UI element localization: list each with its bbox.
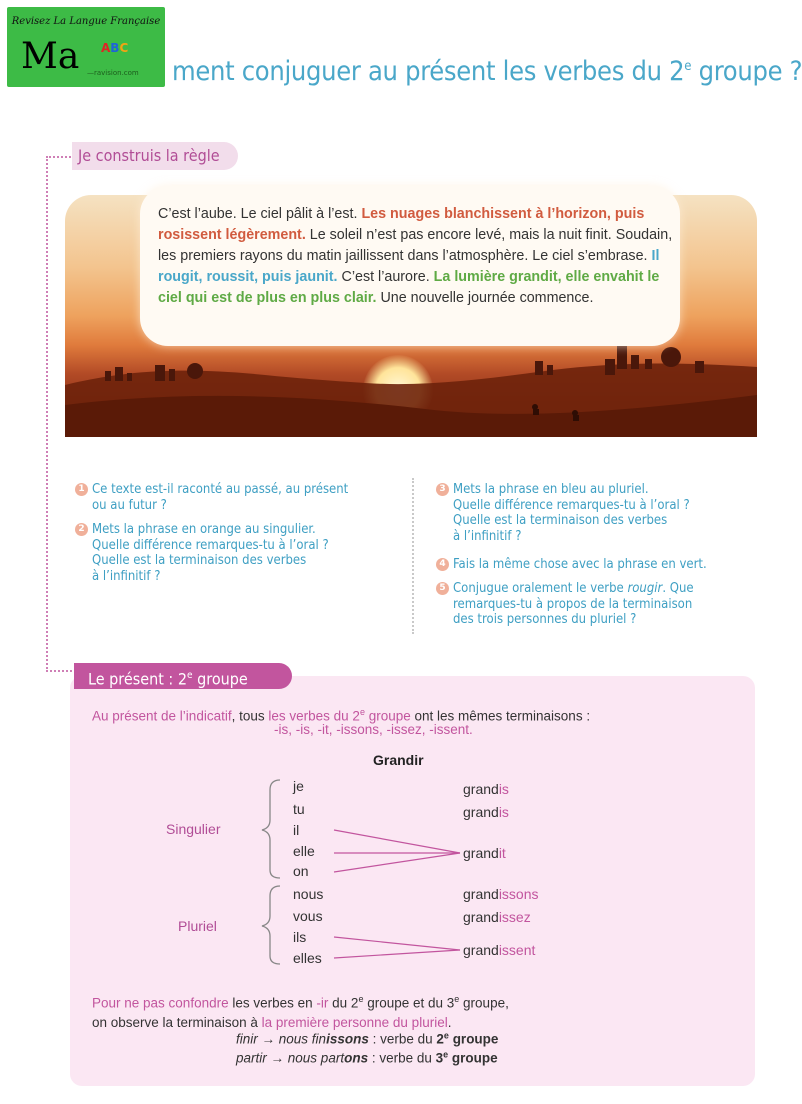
logo-sub: —ravision.com: [87, 69, 139, 77]
logo-main: Ma: [21, 36, 80, 77]
story-blue-sentence: Il rougit, roussit, puis jaunit.: [158, 248, 660, 285]
logo-tagline: Revisez La Langue Française: [11, 16, 161, 27]
verb-title: Grandir: [373, 752, 424, 768]
story-green-sentence: La lumière grandit, elle envahit le ciel qui est de plus en plus clair.: [158, 269, 660, 306]
question-5: 5 Conjugue oralement le verbe rougir. Que remarques-tu à propos de la terminaison des trois personnes du pluriel ?: [436, 581, 694, 628]
pronoun-nous: nous: [293, 886, 324, 902]
present-intro: Au présent de l’indicatif, tous les verbes du 2e groupe ont les mêmes terminaisons :: [92, 707, 591, 724]
logo-badge: ABC: [101, 41, 129, 55]
question-number: 2: [75, 523, 88, 536]
question-4: 4 Fais la même chose avec la phrase en vert.: [436, 557, 707, 573]
conj-tu: grandis: [463, 804, 509, 820]
pronoun-elle: elle: [293, 843, 315, 859]
example-partir: partir → nous partons : verbe du 3e groupe: [236, 1049, 498, 1066]
pronoun-il: il: [293, 822, 300, 838]
story-orange-sentence: Les nuages blanchissent à l’horizon, puis rosissent légèrement.: [158, 206, 645, 243]
question-2: 2 Mets la phrase en orange au singulier. Quelle différence remarques-tu à l’oral ? Quelle est la terminaison des verbes à l’infinitif ?: [75, 522, 329, 584]
page-title: ment conjuguer au présent les verbes du 2e groupe ?: [172, 56, 802, 87]
conj-il-elle-on: grandit: [463, 845, 506, 861]
pronoun-je: je: [293, 778, 304, 794]
pronoun-tu: tu: [293, 801, 305, 817]
question-number: 5: [436, 582, 449, 595]
plural-label: Pluriel: [178, 918, 217, 934]
conj-ils-elles: grandissent: [463, 942, 536, 958]
conj-vous: grandissez: [463, 909, 531, 925]
pronoun-vous: vous: [293, 908, 323, 924]
example-finir: finir → nous finissons : verbe du 2e groupe: [236, 1030, 499, 1047]
present-note: Pour ne pas confondre les verbes en -ir du 2e groupe et du 3e groupe, on observe la terminaison à la première personne du pluriel.: [92, 994, 509, 1030]
question-number: 1: [75, 483, 88, 496]
question-number: 4: [436, 558, 449, 571]
question-3: 3 Mets la phrase en bleu au pluriel. Quelle différence remarques-tu à l’oral ? Quelle est la terminaison des verbes à l’infinitif ?: [436, 482, 690, 544]
question-number: 3: [436, 483, 449, 496]
story-text: C’est l’aube. Le ciel pâlit à l’est. Les nuages blanchissent à l’horizon, puis rosissent légèrement. Le soleil n’est pas encore levé, mais la nuit finit. Soudain, les premiers rayons du matin jaillissent dans l’atmosphère. Le ciel s’embrase. Il rougit, roussit, puis jaunit. C’est l’aurore. La lumière grandit, elle envahit le ciel qui est de plus en plus clair. Une nouvelle journée commence.: [158, 206, 673, 306]
singular-label: Singulier: [166, 821, 221, 837]
site-logo: [7, 7, 165, 87]
conj-nous: grandissons: [463, 886, 539, 902]
question-1: 1 Ce texte est-il raconté au passé, au présent ou au futur ?: [75, 482, 348, 513]
pronoun-elles: elles: [293, 950, 322, 966]
pronoun-on: on: [293, 863, 309, 879]
dotted-connector-top: [46, 156, 74, 158]
pronoun-ils: ils: [293, 929, 307, 945]
conj-je: grandis: [463, 781, 509, 797]
rule-header: Je construis la règle: [72, 142, 238, 170]
conjugation-brackets: [240, 774, 480, 970]
present-endings: -is, -is, -it, -issons, -issez, -issent.: [274, 722, 473, 737]
dotted-connector: [46, 156, 48, 672]
column-divider: [412, 478, 414, 634]
present-header: Le présent : 2e groupe: [74, 663, 292, 689]
dotted-connector-bottom: [46, 670, 76, 672]
